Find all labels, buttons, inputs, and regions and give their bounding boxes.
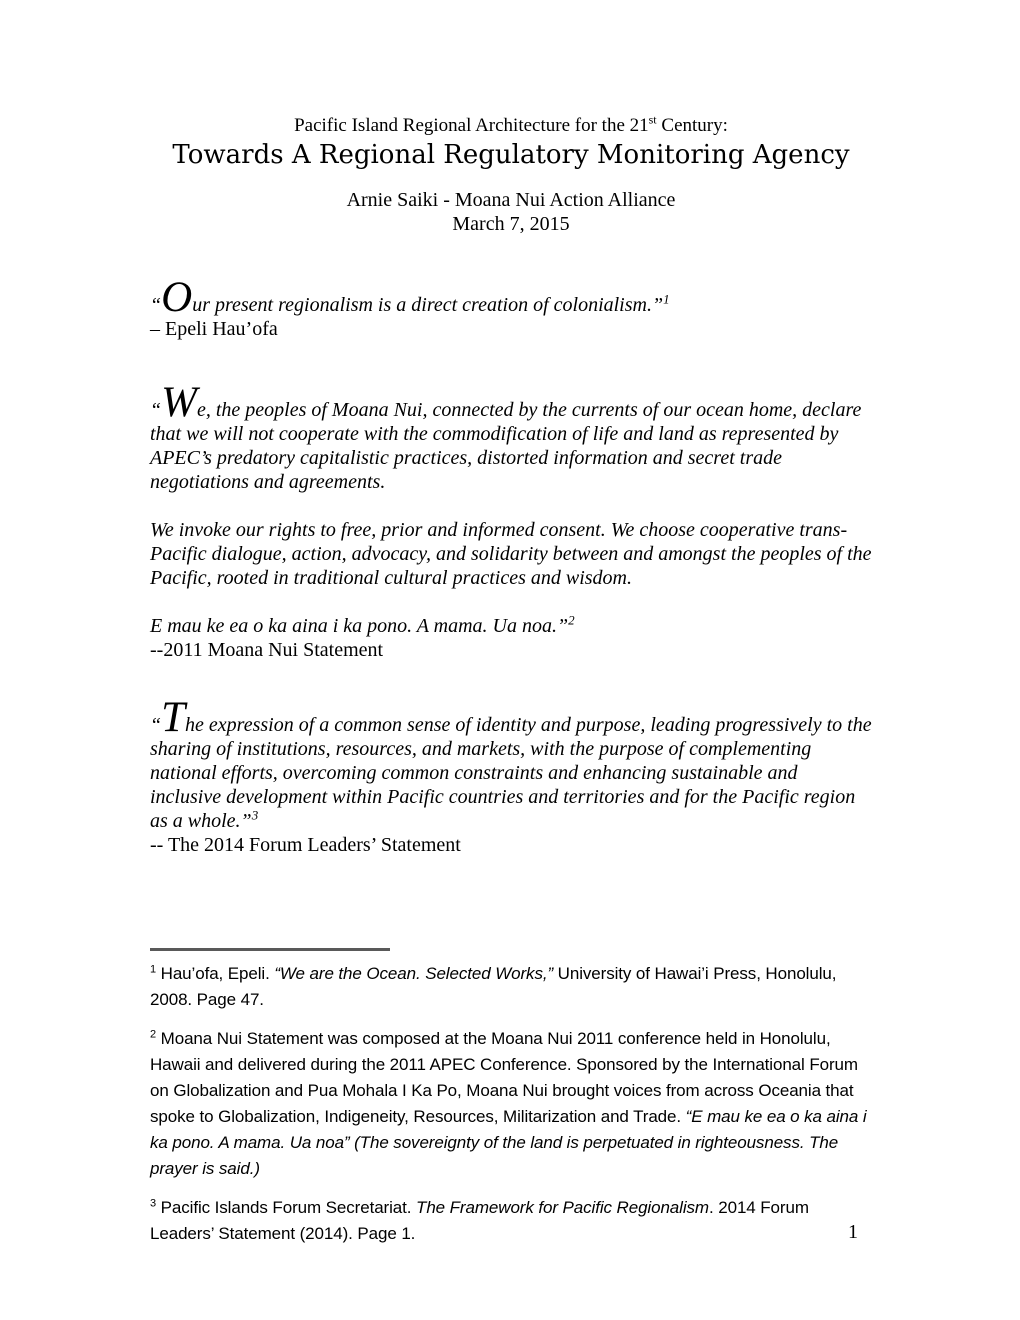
footnote-2-number: 2 <box>150 1028 157 1041</box>
quote-2-paragraph-2: We invoke our rights to free, prior and informed consent. We choose cooperative trans-Pacific dialogue, action, advocacy, and solidarity between and amongst the peoples of the Pacific, rooted in traditional cultural practices and wisdom. <box>150 519 872 589</box>
title-text-pre: Pacific Island Regional Architecture for the 21 <box>294 115 649 136</box>
footnote-separator-line <box>150 948 390 951</box>
footnote-3-text-pre: Pacific Islands Forum Secretariat. <box>156 1198 417 1217</box>
footnote-ref-1: 1 <box>663 291 670 307</box>
quote-2-open-quote: “ <box>150 399 162 421</box>
footnote-3 <box>150 1195 872 1247</box>
date-line: March 7, 2015 <box>452 213 570 235</box>
footnote-3-number: 3 <box>150 1197 157 1210</box>
footnote-1-italic-title: “We are the Ocean. Selected Works,” <box>274 964 554 983</box>
footnote-1-text-post: University of Hawai’i Press, Honolulu, 2008. Page 47. <box>150 964 837 1009</box>
quote-1-open-quote: “ <box>150 294 162 316</box>
quote-2-paragraph-1-text: e, the peoples of Moana Nui, connected by the currents of our ocean home, declare that we will not cooperate with the commodification of life and land as represented by APEC’s predatory capitalistic practices, distorted information and secret trade negotiations and agreements. <box>150 399 862 493</box>
document-title-line2: Towards A Regional Regulatory Monitoring Agency <box>172 140 850 170</box>
footnote-1-number: 1 <box>150 963 157 976</box>
quote-1-dropcap: O <box>161 274 193 321</box>
quote-1-text: ur present regionalism is a direct creation of colonialism.” <box>192 294 664 316</box>
footnote-2-text-pre: Moana Nui Statement was composed at the Moana Nui 2011 conference held in Honolulu, Hawaii and delivered during the 2011 APEC Conference. Sponsored by the International Forum on Globalization and Pua Mohala I Ka Po, Moana Nui brought voices from across Oceania that spoke to Globalization, Indigeneity, Resources, Militarization and Trade. <box>150 1029 858 1126</box>
quote-1 <box>150 274 872 321</box>
quote-3-dropcap: T <box>161 694 186 741</box>
footnote-2 <box>150 1026 872 1182</box>
quote-2-paragraph-1 <box>150 379 872 494</box>
quote-2-paragraph-3 <box>150 614 872 638</box>
footnote-2-italic-quote: “E mau ke ea o ka aina i ka pono. A mama. Ua noa” (The sovereignty of the land is perpetuated in righteousness. The prayer is said.) <box>150 1107 867 1178</box>
quote-2-dropcap: W <box>161 379 197 426</box>
footnote-ref-2: 2 <box>568 612 575 628</box>
title-ordinal-suffix: st <box>648 112 657 127</box>
document-title-line1 <box>150 114 872 137</box>
footnote-ref-3: 3 <box>251 807 259 823</box>
quote-2-hawaiian-text: E mau ke ea o ka aina i ka pono. A mama. Ua noa.” <box>150 615 569 637</box>
document-body <box>150 114 872 857</box>
quote-2-attribution: --2011 Moana Nui Statement <box>150 639 384 661</box>
footnote-3-italic-title: The Framework for Pacific Regionalism <box>416 1198 709 1217</box>
quote-3-open-quote: “ <box>150 714 162 736</box>
page-number: 1 <box>848 1221 858 1243</box>
quote-3-text: he expression of a common sense of identity and purpose, leading progressively to the sharing of institutions, resources, and markets, with the purpose of complementing national efforts, overcoming common constraints and enhancing sustainable and inclusive development within Pacific countries and territories and for the Pacific region as a whole.” <box>150 714 872 832</box>
footnote-3-text-post: . 2014 Forum Leaders’ Statement (2014). Page 1. <box>150 1198 809 1243</box>
author-line: Arnie Saiki - Moana Nui Action Alliance <box>346 189 676 211</box>
footnotes-section <box>150 948 872 1260</box>
quote-1-attribution: – Epeli Hau’ofa <box>150 318 278 340</box>
quote-3-attribution: -- The 2014 Forum Leaders’ Statement <box>150 834 461 856</box>
quote-3 <box>150 694 872 833</box>
footnote-1-text-pre: Hau’ofa, Epeli. <box>156 964 275 983</box>
footnote-1 <box>150 961 872 1013</box>
title-text-post: Century: <box>656 115 728 136</box>
